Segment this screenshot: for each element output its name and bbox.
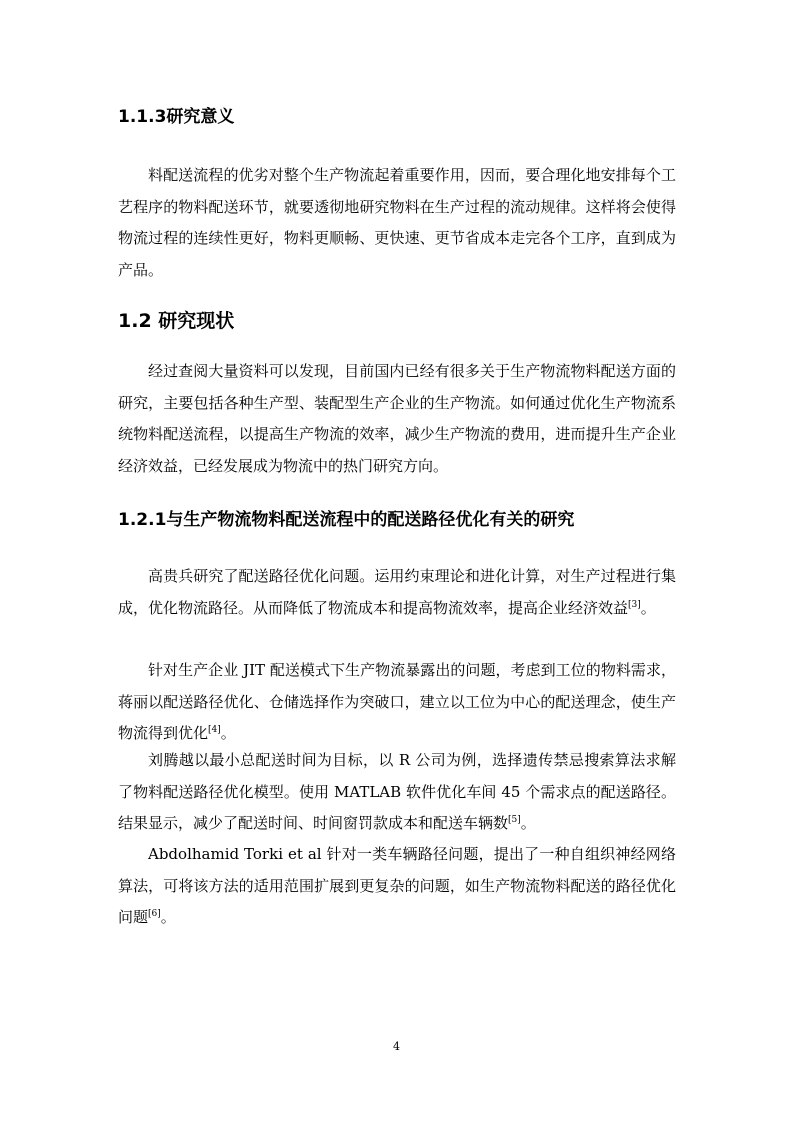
section-heading-1-2-1: 1.2.1与生产物流物料配送流程中的配送路径优化有关的研究	[118, 510, 575, 530]
paragraph-liu-tengyue: 刘腾越以最小总配送时间为目标，以 R 公司为例，选择遗传禁忌搜索算法求解了物料配送路径优化模型。使用 MATLAB 软件优化车间 45 个需求点的配送路径。结果显示，减少了配送时间、时间窗罚款成本和配送车辆数[5]。	[118, 751, 676, 832]
section-heading-1-1-3: 1.1.3研究意义	[118, 107, 235, 127]
citation-ref: [6]	[148, 909, 161, 919]
page-number: 4	[393, 1040, 400, 1053]
paragraph-research-status: 经过查阅大量资料可以发现，目前国内已经有很多关于生产物流物料配送方面的研究，主要包括各种生产型、装配型生产企业的生产物流。如何通过优化生产物流系统物料配送流程，以提高生产物流的效率，减少生产物流的费用，进而提升生产企业经济效益，已经发展成为物流中的热门研究方向。	[118, 362, 676, 475]
paragraph-gao-guibing: 高贵兵研究了配送路径优化问题。运用约束理论和进化计算，对生产过程进行集成，优化物流路径。从而降低了物流成本和提高物流效率，提高企业经济效益[3]。	[118, 567, 676, 617]
citation-ref: [3]	[628, 599, 641, 610]
section-heading-1-2: 1.2 研究现状	[118, 310, 235, 332]
citation-ref: [4]	[208, 725, 221, 735]
citation-ref: [5]	[508, 815, 521, 825]
paragraph-significance: 料配送流程的优劣对整个生产物流起着重要作用，因而，要合理化地安排每个工艺程序的物料配送环节，就要透彻地研究物料在生产过程的流动规律。这样将会使得物流过程的连续性更好，物料更顺畅、更快速、更节省成本走完各个工序，直到成为产品。	[118, 166, 676, 279]
paragraph-torki: Abdolhamid Torki et al 针对一类车辆路径问题，提出了一种自组织神经网络算法，可将该方法的适用范围扩展到更复杂的问题，如生产物流物料配送的路径优化问题[6]。	[118, 845, 676, 926]
paragraph-jiang-li: 针对生产企业 JIT 配送模式下生产物流暴露出的问题，考虑到工位的物料需求，蒋丽以配送路径优化、仓储选择作为突破口，建立以工位为中心的配送理念，使生产物流得到优化[4]。	[118, 661, 676, 742]
